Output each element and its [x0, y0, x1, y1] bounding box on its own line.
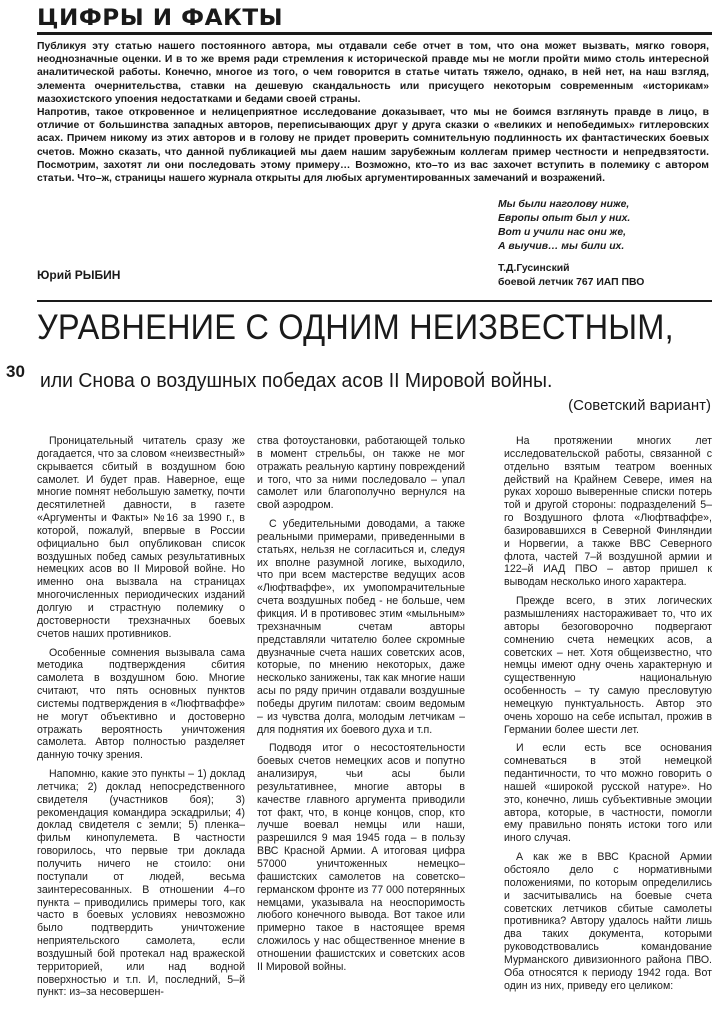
body-paragraph: Особенные сомнения вызывала сама методика подтверждения сбития самолета в воздушном бою. Многие считают, что пять основных пунктов системы подтверждения в «Люфтваффе» не могут объективно и достоверно отражать вероятность уничтожения самолета. Автор полностью разделяет данную точку зрения. — [37, 646, 245, 762]
body-paragraph: Проницательный читатель сразу же догадается, что за словом «неизвестный» скрывается сбитый в воздушном бою самолет. И будет прав. Наверное, еще многие помнят небольшую заметку, почти десятилетней давности, в газете «Аргументы и Факты» №16 за 1990 г., в которой, пожалуй, впервые в России официально был опубликован список воздушных побед самых результативных немецких асов во II Мировой войне. Но именно она вызвала на страницах многочисленных периодических изданий долгую и страстную полемику о достоверности трехзначных боевых счетов наших противников. — [37, 435, 245, 640]
intro-paragraph: Публикуя эту статью нашего постоянного автора, мы отдавали себе отчет в том, что она может вызвать, мягко говоря, неоднозначные оценки. И в то же время ради стремления к исторической правде мы не могли пройти мимо столь интересной аналитической работы. Конечно, многое из того, о чем говорится в статье читать тяжело, однако, в ней нет, на наш взгляд, элемента очернительства, ставки на дешевую скандальность или присущего некоторым современным «историкам» мазохистского упоения недостатками и бедами своей страны. — [37, 41, 709, 105]
article-subheadline: или Снова о воздушных победах асов II Мировой войны. — [40, 370, 553, 392]
text-column-2 — [257, 435, 465, 1005]
epigraph-attribution — [498, 262, 644, 290]
article-headline: УРАВНЕНИЕ С ОДНИМ НЕИЗВЕСТНЫМ, — [37, 308, 674, 347]
epigraph-line: Европы опыт был у них. — [498, 213, 631, 224]
top-divider — [37, 32, 712, 35]
body-paragraph: С убедительными доводами, а также реальными примерами, приведенными в статьях, нельзя не согласиться и, следуя их вполне разумной логике, выходило, что при всем мастерстве ведущих асов «Люфтваффе», их умопомрачительные счета воздушных побед - не больше, чем фикция. И в противовес этим «мыльным» трехзначным счетам авторы представляли читателю более скромные двузначные счета наших советских асов, которые, по мнению некоторых, даже несколько занижены, так как многие наши асы по ряду причин отдавали воздушные победы другим пилотам: своим ведомым – из чувства долга, молодым летчикам – для поднятия их боевого духа и т.п. — [257, 518, 465, 736]
article-byline: Юрий РЫБИН — [37, 268, 121, 282]
epigraph-line: А выучив… мы били их. — [498, 241, 625, 252]
epigraph-author-name: Т.Д.Гусинский — [498, 263, 570, 274]
intro-paragraph: Напротив, такое откровенное и нелицеприятное исследование доказывает, что мы не боимся взглянуть правде в лицо, в отличие от большинства западных авторов, переписывающих друг у друга сказки о «великих и непобедимых» гитлеровских асах. Причем никому из этих авторов и в голову не придет проверить сомнительную подлинность их фантастических боевых счетов. Можно сказать, что данной публикацией мы даем нашим зарубежным коллегам пример честности и непредвзятости. Посмотрим, захотят ли они последовать этому примеру… Возможно, кто–то из вас захочет вступить в полемику с автором статьи. Что–ж, страницы нашего журнала открыты для любых аргументированных замечаний и возражений. — [37, 107, 709, 185]
epigraph — [498, 198, 630, 254]
epigraph-author-role: боевой летчик 767 ИАП ПВО — [498, 277, 645, 288]
body-paragraph: А как же в ВВС Красной Армии обстояло дело с нормативными положениями, по которым определились и засчитывались на боевые счета советских летчиков сбитые самолеты противника? Автору удалось найти лишь два таких документа, которыми руководствовались командование Мурманского дивизионного района ПВО. Оба относятся к периоду 1942 года. Вот один из них, приведу его целиком: — [504, 851, 712, 992]
body-paragraph: ства фотоустановки, работающей только в момент стрельбы, он также не мог отражать реальную картину повреждений и того, что за ними последовало – упал самолет или благополучно вернулся на свой аэродром. — [257, 435, 465, 512]
article-subheadline-variant: (Советский вариант) — [568, 397, 711, 414]
body-paragraph: Подводя итог о несостоятельности боевых счетов немецких асов и попутно анализируя, чьи асы были результативнее, многие авторы в качестве главного аргумента приводили тот факт, что, в конце концов, спор, кто лучше воевал немцы или наши, разрешился 9 мая 1945 года – в пользу ВВС Красной Армии. А итоговая цифра 57000 уничтоженных немецко–фашистских самолетов на советско–германском фронте из 77 000 потерянных немцами, указывала на неоспоримость любого конечного вывода. Вот такое или примерно такое в настоящее время сложилось у нас общественное мнение в отношении фашистских и советских асов II Мировой войны. — [257, 742, 465, 973]
body-paragraph: И если есть все основания сомневаться в этой немецкой педантичности, то что можно говорить о нашей «широкой русской натуре». Но это, конечно, лишь субъективные эмоции автора, которые, в частности, помогли ему правильно понять истоки того или иного случая. — [504, 742, 712, 845]
epigraph-line: Вот и учили нас они же, — [498, 227, 626, 238]
body-paragraph: Напомню, какие это пункты – 1) доклад летчика; 2) доклад непосредственного свидетеля (участников боя); 3) рекомендация командира эскадрильи; 4) доклад свидетеля с земли; 5) пленка–фильм кинопулемета. В частности говорилось, что первые три доклада получить ничего не стоило: они поступали от людей, весьма заинтересованных. В отношении 4–го пункта – приводились примеры того, как часто в боевых условиях невозможно было подтвердить уничтожение неприятельского самолета, если воздушный бой протекал над вражеской территорией, или над водной поверхностью и т.п. И, последний, 5–й пункт: из–за несовершен- — [37, 768, 245, 999]
headline-divider — [37, 300, 712, 302]
page-number: 30 — [6, 362, 25, 381]
body-paragraph: Прежде всего, в этих логических размышлениях настораживает то, что их авторы безоговорочно подвергают сомнению счета немецких асов, а советских – нет. Хотя общеизвестно, что немцы имеют одну очень характерную и существенную национальную особенность – ту самую пресловутую немецкую пунктуальность. Автор это очень хорошо на себе испытал, прожив в Германии более шести лет. — [504, 595, 712, 736]
text-column-1 — [37, 435, 245, 1005]
section-title: ЦИФРЫ И ФАКТЫ — [37, 6, 284, 31]
editorial-intro — [37, 40, 709, 185]
text-column-3 — [504, 435, 712, 1005]
epigraph-line: Мы были наголову ниже, — [498, 199, 630, 210]
body-paragraph: На протяжении многих лет исследовательской работы, связанной с отдельно взятым театром военных действий на Крайнем Севере, имея на руках хорошо выверенные списки потерь той и другой стороны: подразделений 5–го Воздушного флота «Люфтваффе», базировавшихся в Северной Финляндии и Норвегии, а также ВВС Северного флота, частей 7–й воздушной армии и 122–й ИАД ПВО – автор пришел к выводам несколько иного характера. — [504, 435, 712, 589]
